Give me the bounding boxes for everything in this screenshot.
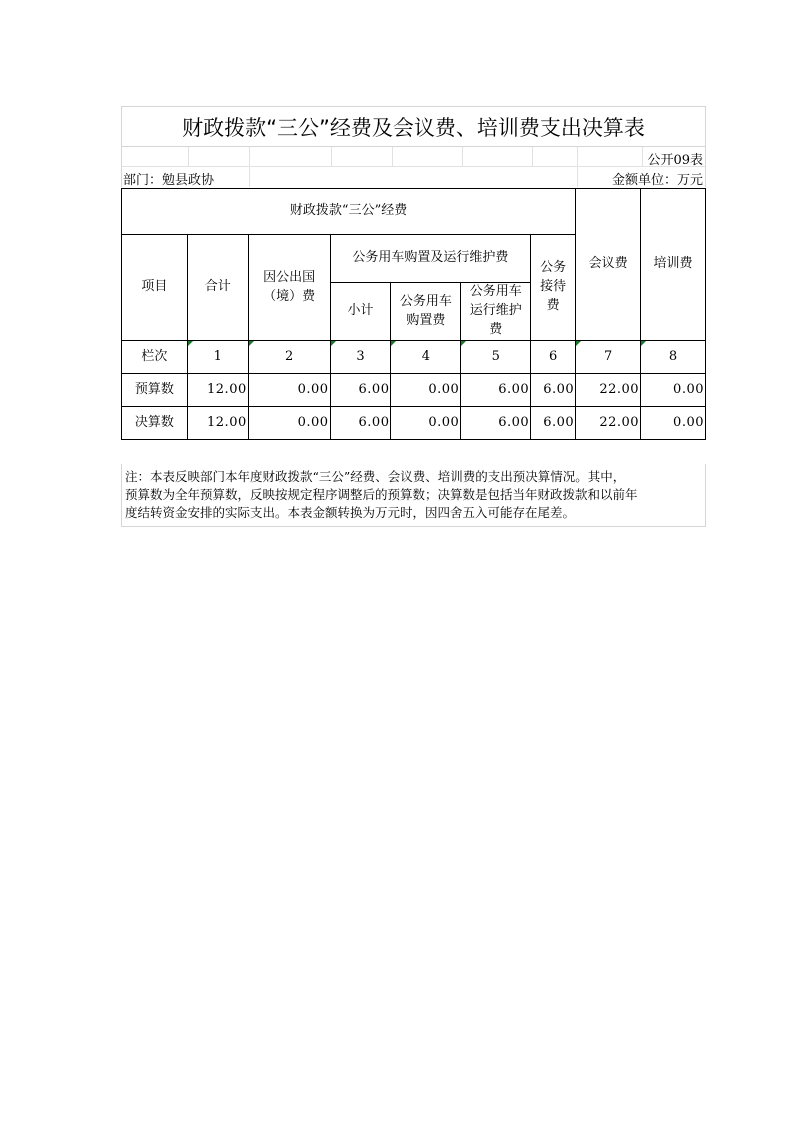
column-index-cell: 8 — [641, 341, 706, 374]
column-index-cell: 7 — [576, 341, 641, 374]
table-code: 公开09表 — [647, 153, 703, 168]
budget-reception-cell: 6.00 — [531, 374, 576, 407]
item-header: 项目 — [122, 235, 188, 341]
final-reception-cell: 6.00 — [531, 407, 576, 440]
vehicle-purchase-header — [391, 283, 461, 341]
final-purchase-cell: 0.00 — [391, 407, 461, 440]
column-index-cell: 4 — [391, 341, 461, 374]
table-note — [121, 464, 706, 527]
final-subtotal-cell: 6.00 — [330, 407, 391, 440]
department-label: 部门：勉县政协 — [123, 173, 215, 188]
column-index-cell: 6 — [531, 341, 576, 374]
final-abroad-cell: 0.00 — [248, 407, 330, 440]
column-index-cell: 2 — [248, 341, 330, 374]
vehicle-group-header: 公务用车购置及运行维护费 — [330, 235, 531, 283]
vehicle-operation-header — [461, 283, 531, 341]
column-index-cell: 3 — [330, 341, 391, 374]
reception-line2: 接待 — [540, 279, 567, 295]
total-header: 合计 — [187, 235, 248, 341]
training-fee-header: 培训费 — [641, 189, 706, 341]
note-line: 度结转资金安排的实际支出。本表金额转换为万元时，因四舍五入可能存在尾差。 — [125, 505, 576, 520]
operation-line1: 公务用车 — [469, 284, 522, 300]
final-total-cell: 12.00 — [187, 407, 248, 440]
budget-operation-cell: 6.00 — [461, 374, 531, 407]
abroad-fee-header — [248, 235, 330, 341]
final-account-row — [122, 407, 706, 440]
column-index-cell: 5 — [461, 341, 531, 374]
column-index-row — [122, 341, 706, 374]
row-label: 决算数 — [122, 407, 188, 440]
meeting-fee-header: 会议费 — [576, 189, 641, 341]
final-training-cell: 0.00 — [641, 407, 706, 440]
abroad-fee-line1: 因公出国 — [263, 269, 316, 285]
code-row — [121, 147, 706, 167]
purchase-line1: 公务用车 — [399, 293, 452, 309]
report-title: 财政拨款“三公”经费及会议费、培训费支出决算表 — [121, 106, 706, 147]
budget-row — [122, 374, 706, 407]
expense-table — [121, 188, 706, 440]
abroad-fee-line2: （境）费 — [263, 288, 316, 304]
amount-unit: 金额单位：万元 — [611, 173, 703, 188]
column-index-label: 栏次 — [122, 341, 188, 374]
column-index-cell: 1 — [187, 341, 248, 374]
final-operation-cell: 6.00 — [461, 407, 531, 440]
budget-total-cell: 12.00 — [187, 374, 248, 407]
note-line: 预算数为全年预算数，反映按规定程序调整后的预算数；决算数是包括当年财政拨款和以前年 — [125, 487, 638, 502]
department-row — [121, 167, 706, 187]
report-sheet — [121, 106, 706, 527]
row-label: 预算数 — [122, 374, 188, 407]
operation-line3: 费 — [489, 321, 503, 337]
reception-fee-header — [531, 235, 576, 341]
budget-abroad-cell: 0.00 — [248, 374, 330, 407]
three-public-header: 财政拨款“三公”经费 — [122, 189, 576, 235]
reception-line1: 公务 — [540, 260, 567, 276]
budget-purchase-cell: 0.00 — [391, 374, 461, 407]
reception-line3: 费 — [546, 297, 560, 313]
final-meeting-cell: 22.00 — [576, 407, 641, 440]
operation-line2: 运行维护 — [469, 303, 522, 319]
budget-meeting-cell: 22.00 — [576, 374, 641, 407]
budget-subtotal-cell: 6.00 — [330, 374, 391, 407]
purchase-line2: 购置费 — [406, 312, 446, 328]
subtotal-header: 小计 — [330, 283, 391, 341]
budget-training-cell: 0.00 — [641, 374, 706, 407]
note-line: 注：本表反映部门本年度财政拨款“三公”经费、会议费、培训费的支出预决算情况。其中， — [125, 469, 626, 484]
